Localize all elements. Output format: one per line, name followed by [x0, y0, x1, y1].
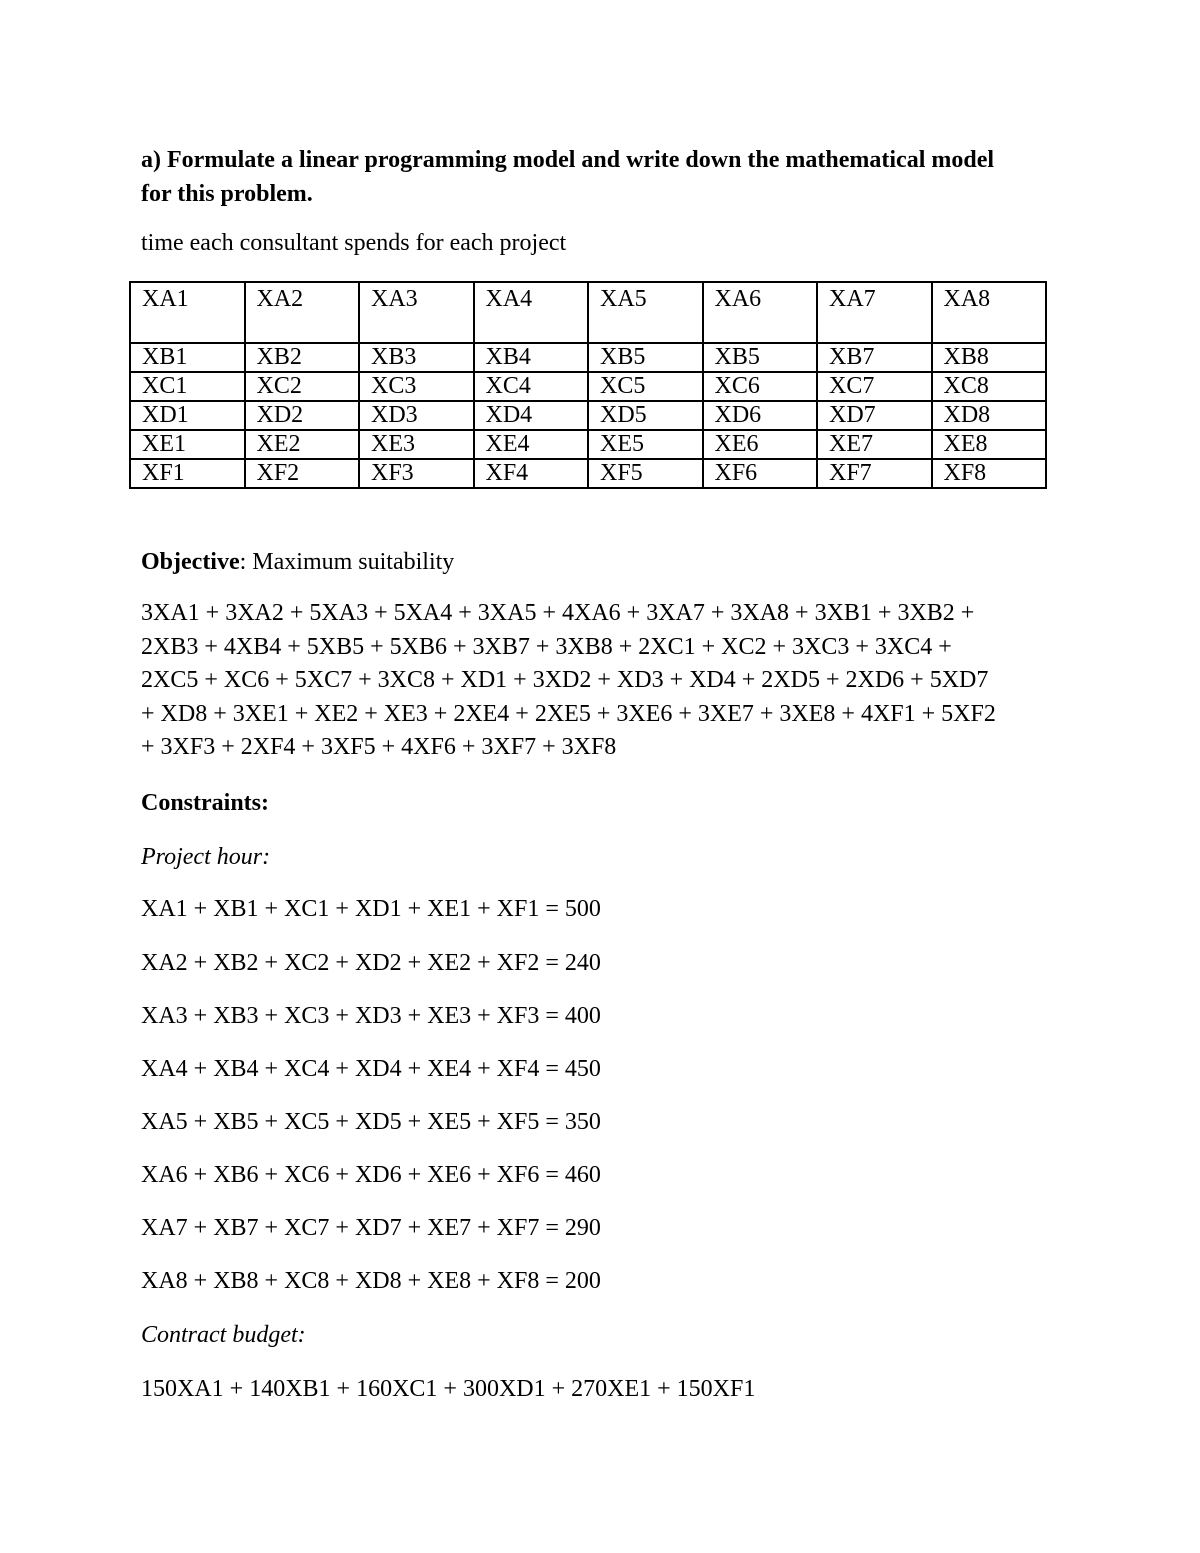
- table-cell: XA5: [588, 282, 703, 343]
- table-row: [130, 372, 1046, 401]
- table-cell: XC8: [932, 372, 1047, 401]
- project-hour-constraint: XA6 + XB6 + XC6 + XD6 + XE6 + XF6 = 460: [141, 1162, 601, 1188]
- table-cell: XB3: [359, 343, 474, 372]
- table-row: [130, 459, 1046, 488]
- constraints-heading: Constraints:: [141, 790, 270, 816]
- table-cell: XC4: [474, 372, 589, 401]
- objective-line: 2XB3 + 4XB4 + 5XB5 + 5XB6 + 3XB7 + 3XB8 + 2XC1 + XC2 + 3XC3 + 3XC4 +: [141, 633, 952, 660]
- objective-text: : Maximum suitability: [239, 549, 455, 575]
- table-cell: XD2: [245, 401, 360, 430]
- table-row: [130, 343, 1046, 372]
- table-cell: XE3: [359, 430, 474, 459]
- table-cell: XE8: [932, 430, 1047, 459]
- table-row: [130, 430, 1046, 459]
- variables-table: [129, 281, 1047, 489]
- table-cell: XD5: [588, 401, 703, 430]
- table-cell: XE1: [130, 430, 245, 459]
- objective-heading: [141, 546, 454, 579]
- table-cell: XA2: [245, 282, 360, 343]
- table-cell: XA4: [474, 282, 589, 343]
- heading-line-2: for this problem.: [141, 181, 313, 207]
- objective-line: 2XC5 + XC6 + 5XC7 + 3XC8 + XD1 + 3XD2 + XD3 + XD4 + 2XD5 + 2XD6 + 5XD7: [141, 667, 989, 694]
- section-heading: [141, 143, 1071, 211]
- objective-function: [141, 597, 996, 765]
- table-cell: XC7: [817, 372, 932, 401]
- table-cell: XF1: [130, 459, 245, 488]
- objective-line: 3XA1 + 3XA2 + 5XA3 + 5XA4 + 3XA5 + 4XA6 + 3XA7 + 3XA8 + 3XB1 + 3XB2 +: [141, 600, 975, 626]
- table-cell: XD8: [932, 401, 1047, 430]
- objective-line: + XD8 + 3XE1 + XE2 + XE3 + 2XE4 + 2XE5 + 3XE6 + 3XE7 + 3XE8 + 4XF1 + 5XF2: [141, 700, 996, 727]
- table-cell: XF4: [474, 459, 589, 488]
- table-cell: XF7: [817, 459, 932, 488]
- table-cell: XE7: [817, 430, 932, 459]
- project-hour-constraint: XA7 + XB7 + XC7 + XD7 + XE7 + XF7 = 290: [141, 1215, 601, 1241]
- table-cell: XD4: [474, 401, 589, 430]
- table-cell: XB4: [474, 343, 589, 372]
- objective-line: + 3XF3 + 2XF4 + 3XF5 + 4XF6 + 3XF7 + 3XF8: [141, 734, 617, 761]
- contract-budget-label: Contract budget:: [141, 1322, 306, 1348]
- table-cell: XA6: [703, 282, 818, 343]
- table-cell: XD7: [817, 401, 932, 430]
- table-cell: XD6: [703, 401, 818, 430]
- contract-budget-constraint: 150XA1 + 140XB1 + 160XC1 + 300XD1 + 270XE1 + 150XF1: [141, 1376, 756, 1402]
- project-hour-constraint: XA2 + XB2 + XC2 + XD2 + XE2 + XF2 = 240: [141, 950, 601, 976]
- table-cell: XB2: [245, 343, 360, 372]
- table-cell: XF3: [359, 459, 474, 488]
- table-cell: XC2: [245, 372, 360, 401]
- project-hour-constraint: XA1 + XB1 + XC1 + XD1 + XE1 + XF1 = 500: [141, 896, 601, 922]
- project-hour-constraint: XA8 + XB8 + XC8 + XD8 + XE8 + XF8 = 200: [141, 1268, 601, 1294]
- project-hour-constraint: XA4 + XB4 + XC4 + XD4 + XE4 + XF4 = 450: [141, 1056, 601, 1082]
- table-cell: XF8: [932, 459, 1047, 488]
- table-cell: XE4: [474, 430, 589, 459]
- table-caption: time each consultant spends for each project: [141, 230, 567, 256]
- table-cell: XA7: [817, 282, 932, 343]
- table-cell: XC5: [588, 372, 703, 401]
- table-cell: XE5: [588, 430, 703, 459]
- table-cell: XA8: [932, 282, 1047, 343]
- table-cell: XC1: [130, 372, 245, 401]
- table-cell: XC6: [703, 372, 818, 401]
- table-cell: XB1: [130, 343, 245, 372]
- table-cell: XF5: [588, 459, 703, 488]
- table-cell: XA3: [359, 282, 474, 343]
- project-hour-constraint: XA5 + XB5 + XC5 + XD5 + XE5 + XF5 = 350: [141, 1109, 601, 1135]
- table-cell: XB8: [932, 343, 1047, 372]
- project-hour-constraint: XA3 + XB3 + XC3 + XD3 + XE3 + XF3 = 400: [141, 1003, 601, 1029]
- heading-line-1: a) Formulate a linear programming model and write down the mathematical model: [141, 147, 995, 173]
- table-cell: XA1: [130, 282, 245, 343]
- table-cell: XD3: [359, 401, 474, 430]
- table-cell: XE2: [245, 430, 360, 459]
- project-hour-label: Project hour:: [141, 844, 271, 870]
- table-cell: XB5: [703, 343, 818, 372]
- table-row: [130, 282, 1046, 343]
- table-cell: XB5: [588, 343, 703, 372]
- table-cell: XB7: [817, 343, 932, 372]
- table-cell: XE6: [703, 430, 818, 459]
- objective-label: Objective: [141, 549, 240, 575]
- table-row: [130, 401, 1046, 430]
- table-cell: XF6: [703, 459, 818, 488]
- table-cell: XF2: [245, 459, 360, 488]
- table-cell: XD1: [130, 401, 245, 430]
- table-cell: XC3: [359, 372, 474, 401]
